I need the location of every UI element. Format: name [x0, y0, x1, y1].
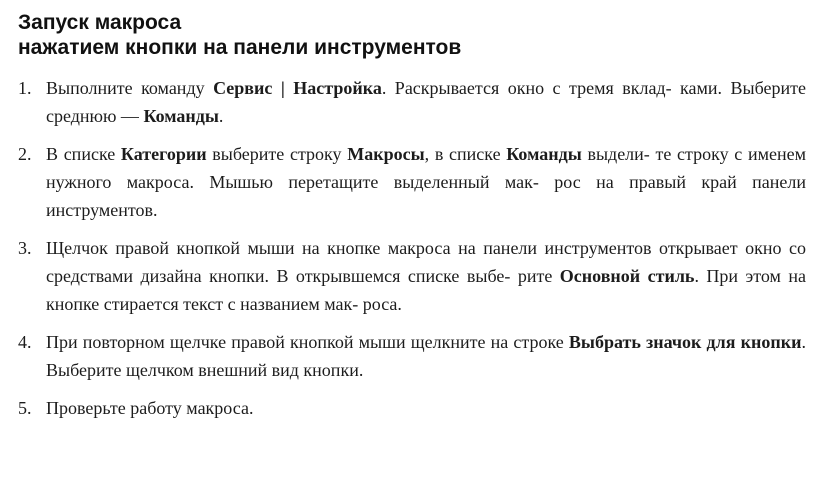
step-bold-term: Настройка — [293, 78, 382, 98]
step-number: 2. — [18, 144, 32, 164]
step-text-part: При повторном щелчке правой кнопкой мыши щелкните на строке — [46, 332, 569, 352]
step-bold-term: Команды — [506, 144, 582, 164]
step-text-part: . — [218, 106, 224, 126]
step-text-part: . Выберите щелчком внешний вид кнопки. — [46, 332, 807, 380]
step-item — [18, 74, 806, 130]
step-text-part: выберите строку — [206, 144, 348, 164]
heading-line-1: Запуск макроса — [18, 11, 182, 34]
step-number: 3. — [18, 238, 32, 258]
step-item — [18, 328, 806, 384]
steps-list — [18, 74, 806, 422]
step-bold-term: Выбрать значок для кнопки — [568, 332, 802, 352]
step-item — [18, 140, 806, 224]
step-number: 1. — [18, 78, 32, 98]
step-text-part: . Раскрывается окно с тремя вклад- ками. Выберите среднюю — — [46, 78, 807, 126]
step-text-part: . При этом на кнопке стирается текст с названием мак- роса. — [46, 266, 807, 314]
step-bold-term: Команды — [143, 106, 219, 126]
step-bold-term: | — [272, 78, 294, 98]
step-text-part: , в списке — [424, 144, 507, 164]
step-item — [18, 394, 806, 422]
step-bold-term: Макросы — [347, 144, 425, 164]
step-bold-term: Основной стиль — [559, 266, 695, 286]
step-bold-term: Категории — [120, 144, 207, 164]
step-item — [18, 234, 806, 318]
step-text-part: Щелчок правой кнопкой мыши на кнопке макроса на панели инструментов открывает окно со средствами дизайна кнопки. В открывшемся списке выбе- рите — [46, 238, 806, 286]
document-page — [18, 10, 806, 432]
step-text-part: Выполните команду — [46, 78, 214, 98]
step-number: 5. — [18, 398, 32, 418]
section-heading — [18, 10, 806, 60]
step-bold-term: Сервис — [213, 78, 273, 98]
step-number: 4. — [18, 332, 32, 352]
step-text-part: Проверьте работу макроса. — [46, 398, 254, 418]
step-text-part: выдели- те строку с именем нужного макроса. Мышью перетащите выделенный мак- рос на правый край панели инструментов. — [46, 144, 806, 220]
heading-line-2: нажатием кнопки на панели инструментов — [18, 36, 462, 59]
step-text-part: В списке — [46, 144, 121, 164]
